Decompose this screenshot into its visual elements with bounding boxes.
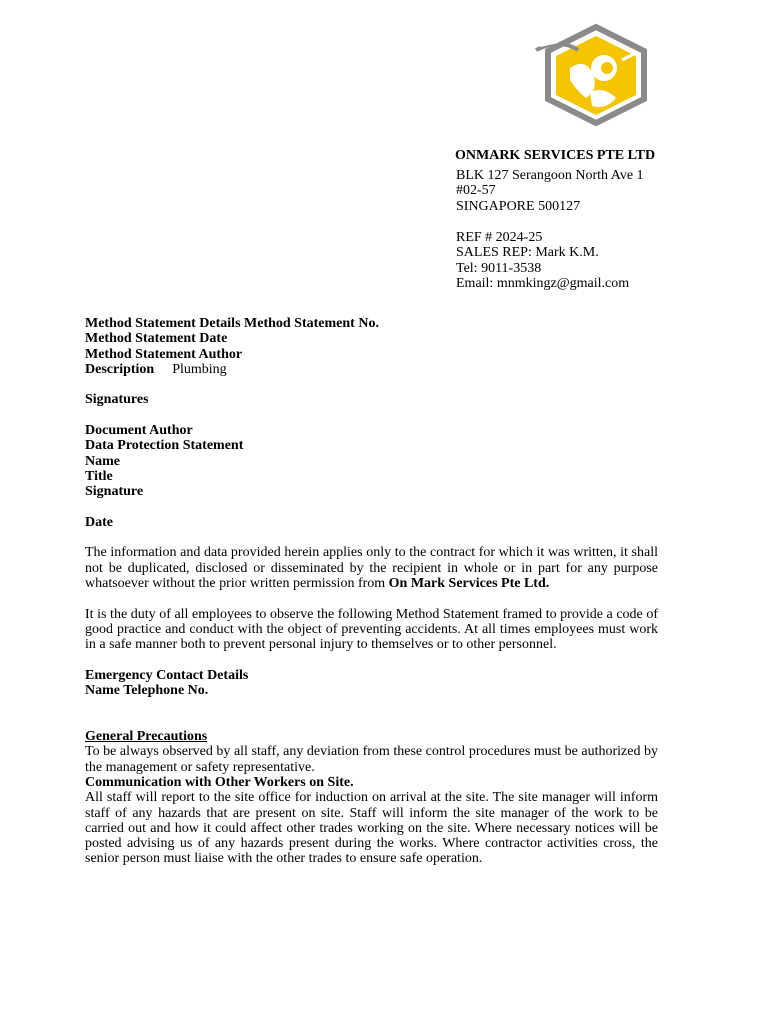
address-line-2: #02-57 — [456, 183, 496, 198]
email: Email: mnmkingz@gmail.com — [456, 276, 630, 291]
company-info — [455, 148, 715, 292]
telephone: Tel: 9011-3538 — [456, 260, 542, 276]
emergency-columns: Name Telephone No. — [85, 683, 209, 699]
signature-title: Title — [85, 468, 113, 484]
address-line-3: SINGAPORE 500127 — [456, 198, 581, 214]
signatures-heading: Signatures — [85, 392, 149, 408]
company-name: ONMARK SERVICES PTE LTD — [455, 148, 656, 163]
signature-name: Name — [85, 453, 120, 469]
signature-date: Date — [85, 514, 113, 530]
general-precautions-text: To be always observed by all staff, any deviation from these control procedures must be authorized by the management or safety representative. — [85, 744, 658, 775]
address-line-1: BLK 127 Serangoon North Ave 1 — [456, 167, 644, 183]
signature-line: Signature — [85, 484, 144, 500]
general-precautions-heading: General Precautions — [85, 729, 208, 745]
document-body — [85, 316, 658, 867]
reference-number: REF # 2024-25 — [456, 229, 543, 245]
description-value: Plumbing — [172, 361, 227, 377]
duty-paragraph: It is the duty of all employees to observe the following Method Statement framed to provide a code of good practice and conduct with the object of preventing accidents. At all times employees must work in a safe manner both to prevent personal injury to themselves or to other personnel. — [85, 606, 658, 653]
method-statement-author: Method Statement Author — [85, 346, 243, 362]
sales-rep: SALES REP: Mark K.M. — [456, 245, 599, 260]
information-paragraph — [85, 545, 658, 591]
method-statement-date: Method Statement Date — [85, 331, 228, 347]
information-text: The information and data provided herein applies only to the contract for which it was written, it shall not be duplicated, disclosed or disseminated by the recipient in whole or in part for any purpose whatsoever without the prior written permission from — [85, 545, 658, 592]
bee-hexagon-logo-icon — [534, 20, 652, 130]
information-company: On Mark Services Pte Ltd. — [388, 576, 550, 592]
communication-heading: Communication with Other Workers on Site. — [85, 774, 354, 790]
description-label: Description — [85, 361, 155, 377]
method-statement-details: Method Statement Details Method Statement No. — [85, 316, 379, 331]
communication-text: All staff will report to the site office for induction on arrival at the site. The site manager will inform staff of any hazards that are present on site. Staff will inform the site manager of the work to be carried out and how it could affect other trades working on the site. Where necessary notices will be posted advising us of any hazards present during the works. Where contractor activities cross, the senior person must liaise with the other trades to ensure safe operation. — [85, 790, 658, 867]
company-logo — [534, 20, 652, 130]
emergency-heading: Emergency Contact Details — [85, 667, 249, 683]
description-row — [85, 362, 658, 377]
document-author: Document Author — [85, 423, 193, 439]
data-protection-statement: Data Protection Statement — [85, 438, 244, 454]
